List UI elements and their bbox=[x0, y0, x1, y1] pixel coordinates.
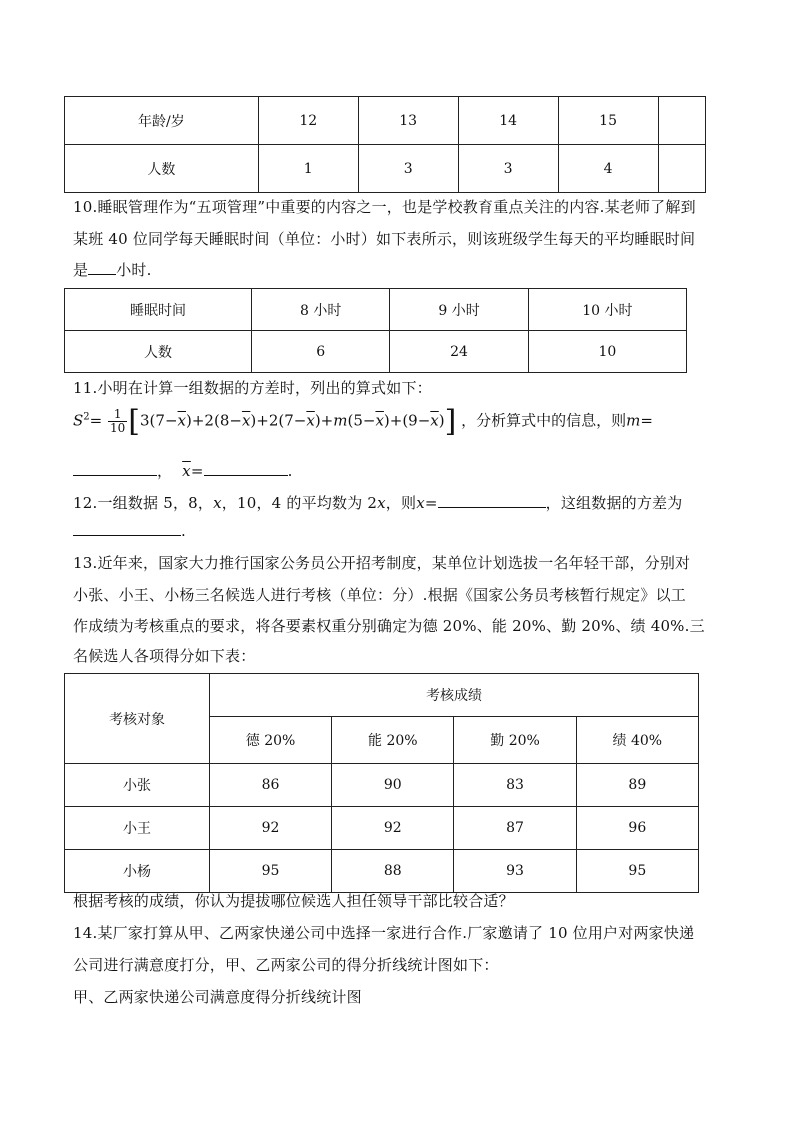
table-cell: 90 bbox=[332, 764, 454, 807]
table-cell: 3 bbox=[358, 145, 458, 193]
q13-line1: 13.近年来，国家大力推行国家公务员公开招考制度，某单位计划选拔一名年轻干部，分别对 bbox=[73, 554, 691, 572]
formula-tail: ，分析算式中的信息，则 bbox=[461, 411, 627, 430]
q10-text: 小时. bbox=[116, 261, 152, 279]
table-cell: 8 小时 bbox=[252, 289, 390, 331]
table-cell: 83 bbox=[454, 764, 576, 807]
table-cell: 1 bbox=[258, 145, 358, 193]
q11-sep: ， bbox=[157, 462, 173, 480]
table-cell: 人数 bbox=[65, 331, 252, 373]
table-cell: 6 bbox=[252, 331, 390, 373]
q11-line3 bbox=[73, 460, 293, 481]
q10-line1: 10.睡眠管理作为“五项管理”中重要的内容之一，也是学校教育重点关注的内容.某老师了解到 bbox=[73, 198, 696, 216]
q11-eq: = bbox=[190, 462, 204, 480]
header-object: 考核对象 bbox=[65, 674, 210, 764]
formula-xbar: $\overline{x}$ bbox=[306, 411, 315, 430]
table-cell: 86 bbox=[209, 764, 331, 807]
q12-text: ，10，4 的平均数为 2 bbox=[221, 494, 378, 512]
table-cell: 96 bbox=[576, 807, 698, 850]
q14-line2: 公司进行满意度打分，甲、乙两家公司的得分折线统计图如下： bbox=[73, 956, 499, 974]
table-cell bbox=[658, 145, 705, 193]
table-cell: 睡眠时间 bbox=[65, 289, 252, 331]
formula-s: S bbox=[73, 411, 84, 430]
q12-end: . bbox=[181, 522, 186, 540]
table-cell: 人数 bbox=[65, 145, 259, 193]
table-row bbox=[65, 764, 699, 807]
q12-line2 bbox=[73, 521, 186, 540]
right-bracket: ] bbox=[444, 404, 457, 439]
formula-xbar: $\overline{x}$ bbox=[430, 411, 439, 430]
table-cell: 9 小时 bbox=[390, 289, 528, 331]
table-cell: 92 bbox=[209, 807, 331, 850]
answer-blank-variance[interactable] bbox=[73, 521, 181, 536]
fraction-denominator: 10 bbox=[110, 421, 126, 435]
formula-eq: = bbox=[640, 411, 653, 430]
q13-question: 根据考核的成绩，你认为提拔哪位候选人担任领导干部比较合适？ bbox=[73, 892, 514, 910]
table-cell bbox=[658, 97, 705, 145]
column-header: 绩 40% bbox=[576, 717, 698, 764]
formula-term: )+2(8− bbox=[186, 411, 242, 430]
q11-line1: 11.小明在计算一组数据的方差时，列出的算式如下： bbox=[73, 379, 432, 397]
answer-blank-xbar[interactable] bbox=[204, 461, 288, 476]
table-cell: 13 bbox=[358, 97, 458, 145]
table-cell: 年龄/岁 bbox=[65, 97, 259, 145]
table-cell: 12 bbox=[258, 97, 358, 145]
table-cell: 95 bbox=[576, 850, 698, 893]
q12-x: x bbox=[416, 494, 425, 512]
q12-text: ，则 bbox=[385, 494, 417, 512]
table-row bbox=[65, 807, 699, 850]
sleep-table bbox=[64, 288, 687, 373]
table-row bbox=[65, 97, 706, 145]
table-cell: 4 bbox=[558, 145, 658, 193]
table-cell: 93 bbox=[454, 850, 576, 893]
table-cell: 88 bbox=[332, 850, 454, 893]
answer-blank-x[interactable] bbox=[438, 493, 546, 508]
table-cell: 小王 bbox=[65, 807, 210, 850]
formula-xbar: $\overline{x}$ bbox=[182, 462, 191, 480]
formula-term: )+(9− bbox=[383, 411, 431, 430]
q14-line1: 14.某厂家打算从甲、乙两家快递公司中选择一家进行合作.厂家邀请了 10 位用户对两家快递 bbox=[73, 924, 695, 942]
table-row bbox=[65, 289, 687, 331]
column-header: 能 20% bbox=[332, 717, 454, 764]
q13-line2: 小张、小王、小杨三名候选人进行考核（单位：分）.根据《国家公务员考核暂行规定》以工 bbox=[73, 586, 686, 604]
q13-line4: 名候选人各项得分如下表： bbox=[73, 647, 256, 665]
q12-text: = bbox=[424, 494, 438, 512]
column-header: 勤 20% bbox=[454, 717, 576, 764]
formula-term: )+2(7− bbox=[250, 411, 307, 430]
table-cell: 95 bbox=[209, 850, 331, 893]
variance-formula bbox=[73, 404, 653, 444]
table-cell: 10 小时 bbox=[528, 289, 686, 331]
table-cell: 10 bbox=[528, 331, 686, 373]
formula-term: )+ bbox=[314, 411, 334, 430]
q11-end: . bbox=[287, 462, 293, 480]
formula-m: m bbox=[626, 411, 641, 430]
table-cell: 89 bbox=[576, 764, 698, 807]
q10-text: 是 bbox=[73, 261, 89, 279]
formula-fraction bbox=[108, 408, 127, 435]
q13-line3: 作成绩为考核重点的要求，将各要素权重分别确定为德 20%、能 20%、勤 20%、绩 40%.三 bbox=[73, 617, 705, 635]
column-header: 德 20% bbox=[209, 717, 331, 764]
table-row bbox=[65, 145, 706, 193]
table-cell: 小张 bbox=[65, 764, 210, 807]
answer-blank-m[interactable] bbox=[73, 461, 157, 476]
table-row bbox=[65, 850, 699, 893]
formula-eq: = bbox=[89, 411, 103, 430]
q12-x: x bbox=[377, 494, 386, 512]
formula-xbar: $\overline{x}$ bbox=[177, 411, 186, 430]
table-cell: 3 bbox=[458, 145, 558, 193]
header-score: 考核成绩 bbox=[209, 674, 698, 717]
fraction-numerator: 1 bbox=[108, 408, 127, 422]
q12-line1 bbox=[73, 492, 682, 513]
formula-term: ) bbox=[438, 411, 445, 430]
table-row bbox=[65, 674, 699, 717]
answer-blank[interactable] bbox=[88, 260, 116, 275]
table-cell: 92 bbox=[332, 807, 454, 850]
q12-x: x bbox=[213, 494, 222, 512]
q12-text: 12.一组数据 5，8， bbox=[73, 494, 214, 512]
table-cell: 24 bbox=[390, 331, 528, 373]
table-cell: 15 bbox=[558, 97, 658, 145]
age-table bbox=[64, 96, 706, 193]
formula-m: m bbox=[333, 411, 348, 430]
table-cell: 87 bbox=[454, 807, 576, 850]
table-cell: 小杨 bbox=[65, 850, 210, 893]
q10-line2: 某班 40 位同学每天睡眠时间（单位：小时）如下表所示，则该班级学生每天的平均睡眠时间 bbox=[73, 230, 696, 248]
q10-line3 bbox=[73, 259, 152, 280]
table-cell: 14 bbox=[458, 97, 558, 145]
assessment-table bbox=[64, 673, 699, 893]
formula-term: 3(7− bbox=[140, 411, 178, 430]
formula-xbar: $\overline{x}$ bbox=[241, 411, 251, 430]
formula-xbar: $\overline{x}$ bbox=[375, 411, 384, 430]
q14-chart-title: 甲、乙两家快递公司满意度得分折线统计图 bbox=[73, 988, 362, 1006]
table-row bbox=[65, 331, 687, 373]
formula-sup: 2 bbox=[83, 411, 90, 423]
q12-text: ，这组数据的方差为 bbox=[545, 494, 683, 512]
formula-term: (5− bbox=[347, 411, 376, 430]
left-bracket: [ bbox=[128, 404, 141, 439]
